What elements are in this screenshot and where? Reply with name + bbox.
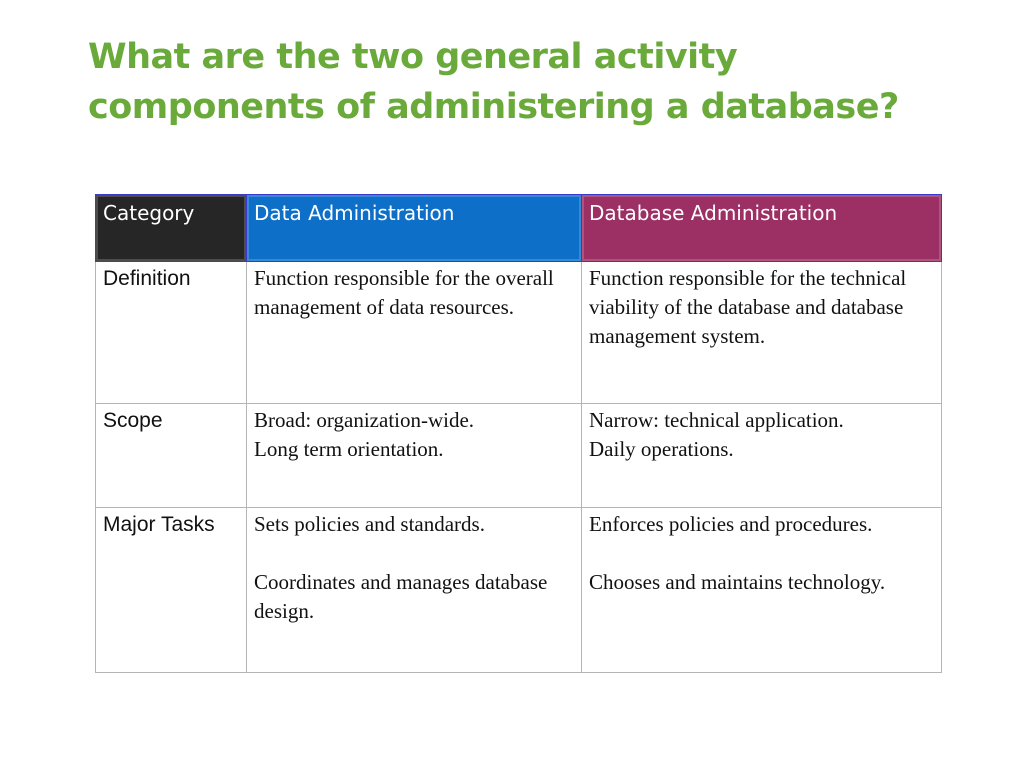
scope-data-admin xyxy=(247,404,582,508)
header-database-administration: Database Administration xyxy=(582,195,942,262)
title-line-1: What are the two general activity xyxy=(88,37,738,77)
row-label-major-tasks: Major Tasks xyxy=(96,508,247,673)
cell-text: Sets policies and standards. xyxy=(254,512,485,536)
title-line-2: components of administering a database? xyxy=(88,87,899,127)
row-label-definition: Definition xyxy=(96,262,247,404)
table-row-major-tasks xyxy=(96,508,942,673)
paragraph-gap xyxy=(589,539,934,568)
tasks-data-admin xyxy=(247,508,582,673)
scope-db-admin xyxy=(582,404,942,508)
header-data-administration: Data Administration xyxy=(247,195,582,262)
header-category: Category xyxy=(96,195,247,262)
cell-text: Broad: organization-wide. xyxy=(254,408,475,432)
cell-text: Enforces policies and procedures. xyxy=(589,512,873,536)
cell-text: Long term orientation. xyxy=(254,437,444,461)
paragraph-gap xyxy=(254,539,574,568)
row-label-scope: Scope xyxy=(96,404,247,508)
definition-db-admin xyxy=(582,262,942,404)
comparison-table xyxy=(95,194,942,673)
cell-text: Coordinates and manages database design. xyxy=(254,570,548,623)
cell-text: Daily operations. xyxy=(589,437,734,461)
table-row-scope xyxy=(96,404,942,508)
tasks-db-admin xyxy=(582,508,942,673)
cell-text: Narrow: technical application. xyxy=(589,408,844,432)
header-row xyxy=(96,195,942,262)
cell-text: Function responsible for the technical viability of the database and database management system. xyxy=(589,266,907,348)
cell-text: Chooses and maintains technology. xyxy=(589,570,886,594)
table-row-definition xyxy=(96,262,942,404)
definition-data-admin xyxy=(247,262,582,404)
cell-text: Function responsible for the overall management of data resources. xyxy=(254,266,554,319)
slide-title xyxy=(88,32,988,132)
